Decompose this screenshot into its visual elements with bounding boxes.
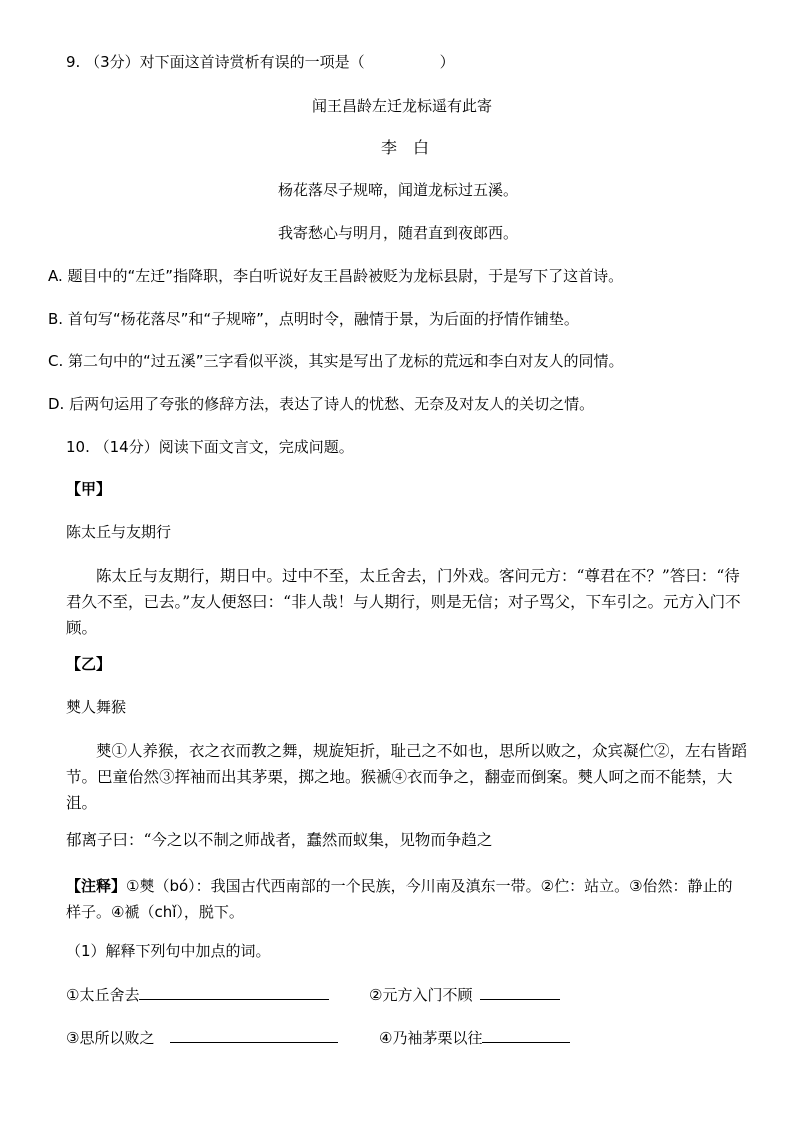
item-3 xyxy=(66,1027,338,1048)
answer-blank-2[interactable] xyxy=(480,984,560,1000)
yi-label: 【乙】 xyxy=(66,655,112,673)
jia-title: 陈太丘与友期行 xyxy=(66,523,172,541)
option-d: D. 后两句运用了夸张的修辞方法，表达了诗人的忧愁、无奈及对友人的关切之情。 xyxy=(48,395,595,413)
item-2-text: ②元方入门不顾 xyxy=(369,986,473,1004)
sub-question-1: （1）解释下列句中加点的词。 xyxy=(66,942,271,960)
poem-author: 李 白 xyxy=(381,138,430,157)
item-2 xyxy=(369,984,560,1005)
poem-title: 闻王昌龄左迁龙标遥有此寄 xyxy=(312,97,493,115)
yi-title: 僰人舞猴 xyxy=(66,698,127,716)
q9-stem: 9. （3分）对下面这首诗赏析有误的一项是（ ） xyxy=(66,53,455,71)
annotation-text: ①僰（bó）：我国古代西南部的一个民族，今川南及滇东一带。②伫：站立。③佁然：静止的样子。④褫（chǐ），脱下。 xyxy=(66,877,733,921)
q10-stem: 10. （14分）阅读下面文言文，完成问题。 xyxy=(66,438,354,456)
item-1-text: ①太丘舍去 xyxy=(66,986,140,1004)
annotation xyxy=(66,873,746,925)
item-4-text: ④乃袖茅栗以往 xyxy=(379,1029,483,1047)
poem-line-1: 杨花落尽子规啼，闻道龙标过五溪。 xyxy=(278,181,519,199)
option-c: C. 第二句中的“过五溪”三字看似平淡，其实是写出了龙标的荒远和李白对友人的同情。 xyxy=(48,352,624,370)
jia-passage: 陈太丘与友期行，期日中。过中不至，太丘舍去，门外戏。客问元方：“尊君在不？”答曰：“待君久不至，已去。”友人便怒曰：“非人哉！与人期行，则是无信；对子骂父，下车引之。元方入门不顾。 xyxy=(66,567,741,637)
answer-blank-1[interactable] xyxy=(139,984,329,1000)
option-b: B. 首句写“杨花落尽”和“子规啼”，点明时令，融情于景，为后面的抒情作铺垫。 xyxy=(48,310,579,328)
poem-line-2: 我寄愁心与明月，随君直到夜郎西。 xyxy=(278,224,519,242)
option-a: A. 题目中的“左迁”指降职，李白听说好友王昌龄被贬为龙标县尉，于是写下了这首诗。 xyxy=(48,267,624,285)
item-4 xyxy=(379,1027,570,1048)
yi-passage: 僰①人养猴，衣之衣而教之舞，规旋矩折，耻己之不如也，思所以败之，众宾凝伫②，左右皆蹈节。巴童佁然③挥袖而出其茅栗，掷之地。猴褫④衣而争之，翻壶而倒案。僰人呵之而不能禁，大沮。 xyxy=(66,742,748,812)
answer-blank-4[interactable] xyxy=(482,1027,570,1043)
annotation-label: 【注释】 xyxy=(66,877,127,895)
item-1 xyxy=(66,984,329,1005)
jia-label: 【甲】 xyxy=(66,480,112,498)
item-3-text: ③思所以败之 xyxy=(66,1029,155,1047)
answer-blank-3[interactable] xyxy=(170,1027,338,1043)
yulizi-quote: 郁离子曰：“今之以不制之师战者，蠢然而蚁集，见物而争趋之 xyxy=(66,831,493,849)
